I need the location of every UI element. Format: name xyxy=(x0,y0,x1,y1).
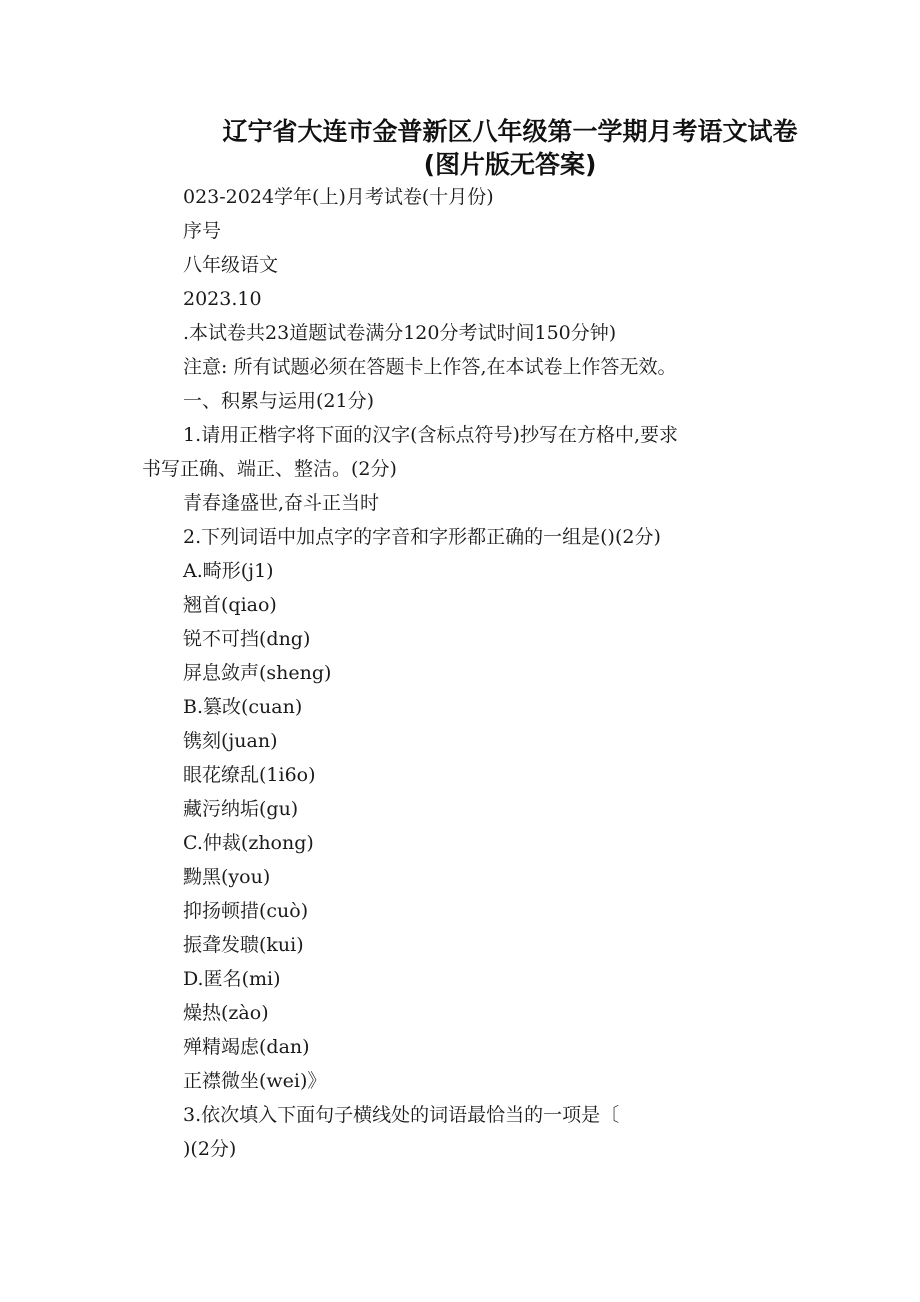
question-1-stem: 1.请用正楷字将下面的汉字(含标点符号)抄写在方格中,要求 xyxy=(183,424,678,446)
question-3-stem: 3.依次填入下面句子横线处的词语最恰当的一项是〔 xyxy=(183,1104,620,1126)
year-term-line: 023-2024学年(上)月考试卷(十月份) xyxy=(183,186,494,208)
date-line: 2023.10 xyxy=(183,288,262,310)
document-body xyxy=(142,180,792,1166)
question-2-option-line: B.篡改(cuan) xyxy=(183,696,303,718)
question-2-option-line: C.仲裁(zhong) xyxy=(183,832,314,854)
question-1-stem-continued: 书写正确、端正、整洁。(2分) xyxy=(142,458,397,480)
question-2-option-line: 燥热(zào) xyxy=(183,1002,269,1024)
question-2-option-line: 正襟微坐(wei)》 xyxy=(183,1070,327,1092)
question-2-option-line: 锐不可挡(dng) xyxy=(183,628,311,650)
document-title: 辽宁省大连市金普新区八年级第一学期月考语文试卷 xyxy=(222,117,798,146)
question-2-option-line: 抑扬顿措(cuò) xyxy=(183,900,309,922)
section-heading: 一、积累与运用(21分) xyxy=(183,390,375,412)
question-2-option-line: 黝黑(you) xyxy=(183,866,271,888)
question-2-option-line: 殚精竭虑(dan) xyxy=(183,1036,310,1058)
question-2-stem: 2.下列词语中加点字的字音和字形都正确的一组是()(2分) xyxy=(183,526,661,548)
question-2-option-line: 翘首(qiao) xyxy=(183,594,277,616)
subject-line: 八年级语文 xyxy=(183,254,279,276)
question-2-option-line: A.畸形(j1) xyxy=(183,560,274,582)
question-2-option-line: 眼花缭乱(1i6o) xyxy=(183,764,316,786)
question-3-stem-continued: )(2分) xyxy=(183,1138,237,1160)
exam-info-line: .本试卷共23道题试卷满分120分考试时间150分钟) xyxy=(183,322,617,344)
serial-number-label: 序号 xyxy=(183,220,222,242)
question-2-option-line: 屏息敛声(sheng) xyxy=(183,662,332,684)
document-subtitle: (图片版无答案) xyxy=(423,150,597,179)
question-1-text: 青春逢盛世,奋斗正当时 xyxy=(183,492,380,514)
question-2-option-line: 振聋发聩(kui) xyxy=(183,934,304,956)
question-2-option-line: 藏污纳垢(gu) xyxy=(183,798,299,820)
question-2-option-line: D.匿名(mi) xyxy=(183,968,281,990)
question-2-option-line: 镌刻(juan) xyxy=(183,730,278,752)
notice-line: 注意: 所有试题必须在答题卡上作答,在本试卷上作答无效。 xyxy=(183,356,677,378)
